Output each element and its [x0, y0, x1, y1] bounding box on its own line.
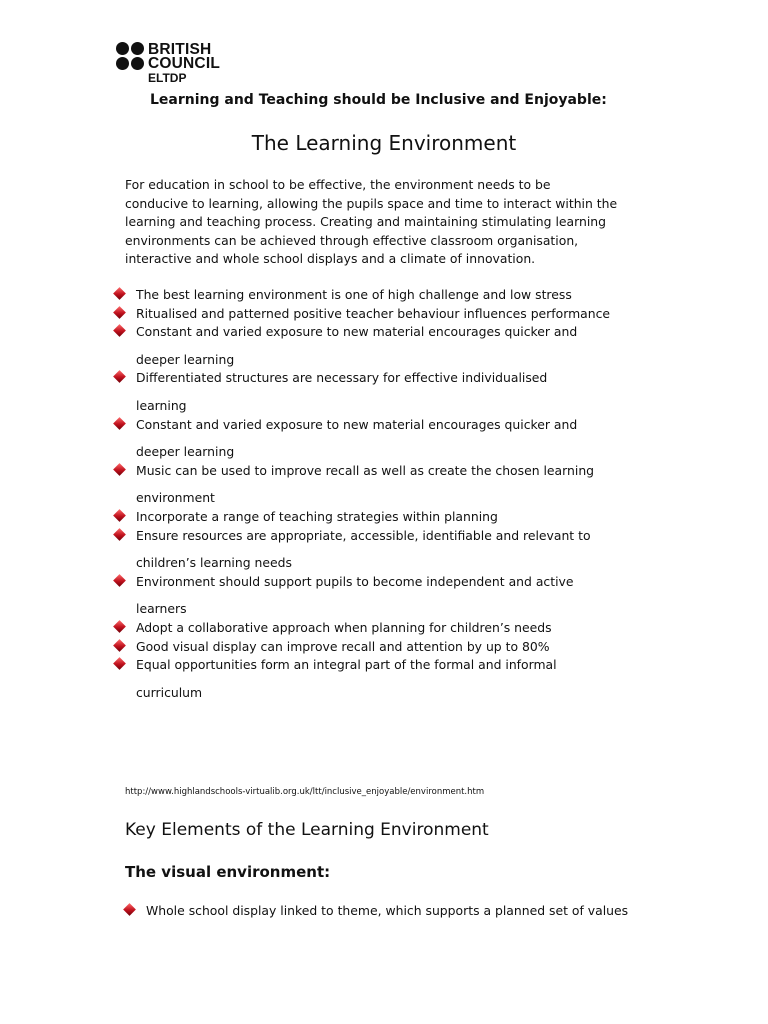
bullet-text-continued: learners	[136, 601, 187, 617]
bullet-item	[112, 638, 672, 657]
red-diamond-bullet-icon	[113, 371, 126, 384]
bullet-text: Good visual display can improve recall and attention by up to 80%	[136, 638, 550, 654]
red-diamond-bullet-icon	[113, 528, 126, 541]
bullet-item	[112, 573, 672, 619]
bullet-text: Constant and varied exposure to new material encourages quicker and	[136, 416, 578, 432]
bullet-text: The best learning environment is one of high challenge and low stress	[136, 287, 572, 302]
section-heading: Key Elements of the Learning Environment	[125, 820, 489, 840]
logo-sub: ELTDP	[148, 71, 187, 85]
red-diamond-bullet-icon	[113, 574, 126, 587]
bullet-text-continued: environment	[136, 490, 215, 506]
bullet-text: Environment should support pupils to become independent and active	[136, 573, 574, 589]
bullet-text: Music can be used to improve recall as well as create the chosen learning	[136, 462, 595, 478]
red-diamond-bullet-icon	[113, 657, 126, 670]
bullet-text-continued: deeper learning	[136, 351, 235, 367]
visual-bullet-text: Whole school display linked to theme, which supports a planned set of values	[146, 903, 629, 918]
red-diamond-bullet-icon	[113, 620, 126, 633]
british-council-dots-icon	[116, 42, 146, 72]
intro-line: conducive to learning, allowing the pupils space and time to interact within the	[125, 195, 618, 211]
bullet-item	[112, 305, 672, 324]
intro-line: learning and teaching process. Creating and maintaining stimulating learning	[125, 214, 606, 230]
bullet-text-continued: deeper learning	[136, 444, 235, 460]
bullet-text-continued: curriculum	[136, 684, 203, 700]
bullet-list	[112, 286, 672, 702]
bullet-text: Equal opportunities form an integral part of the formal and informal	[136, 657, 557, 673]
red-diamond-bullet-icon	[113, 324, 126, 337]
bullet-text: Adopt a collaborative approach when planning for children’s needs	[136, 619, 552, 635]
bullet-item	[112, 416, 672, 462]
logo-line2: COUNCIL	[148, 55, 221, 72]
red-diamond-bullet-icon	[113, 509, 126, 522]
bullet-item	[112, 369, 672, 415]
bullet-item	[112, 508, 672, 527]
bullet-item	[112, 656, 672, 702]
red-diamond-bullet-icon	[113, 463, 126, 476]
source-url: http://www.highlandschools-virtualib.org.uk/ltt/inclusive_enjoyable/environment.htm	[125, 787, 485, 797]
intro-paragraph	[125, 176, 665, 269]
subsection-heading: The visual environment:	[125, 863, 331, 881]
red-diamond-bullet-icon	[113, 306, 126, 319]
intro-line: interactive and whole school displays and a climate of innovation.	[125, 251, 536, 267]
red-diamond-bullet-icon	[113, 287, 126, 300]
bullet-item	[112, 527, 672, 573]
british-council-logo	[116, 42, 256, 86]
visual-bullet-item	[122, 902, 628, 921]
intro-line: environments can be achieved through effective classroom organisation,	[125, 232, 579, 248]
intro-line: For education in school to be effective, the environment needs to be	[125, 177, 551, 192]
bullet-text-continued: learning	[136, 397, 187, 413]
bullet-item	[112, 462, 672, 508]
bullet-text: Differentiated structures are necessary for effective individualised	[136, 370, 548, 386]
bullet-text-continued: children’s learning needs	[136, 555, 292, 571]
bullet-text: Incorporate a range of teaching strategies within planning	[136, 508, 498, 524]
page-subtitle: Learning and Teaching should be Inclusive and Enjoyable:	[150, 92, 607, 108]
bullet-item	[112, 286, 672, 305]
page-title: The Learning Environment	[251, 131, 517, 155]
red-diamond-bullet-icon	[123, 903, 136, 916]
red-diamond-bullet-icon	[113, 417, 126, 430]
bullet-text: Ritualised and patterned positive teacher behaviour influences performance	[136, 305, 611, 321]
bullet-item	[112, 619, 672, 638]
bullet-text: Constant and varied exposure to new material encourages quicker and	[136, 324, 578, 340]
logo-line1: BRITISH	[148, 41, 212, 58]
bullet-item	[112, 323, 672, 369]
red-diamond-bullet-icon	[113, 639, 126, 652]
bullet-text: Ensure resources are appropriate, accessible, identifiable and relevant to	[136, 527, 591, 543]
